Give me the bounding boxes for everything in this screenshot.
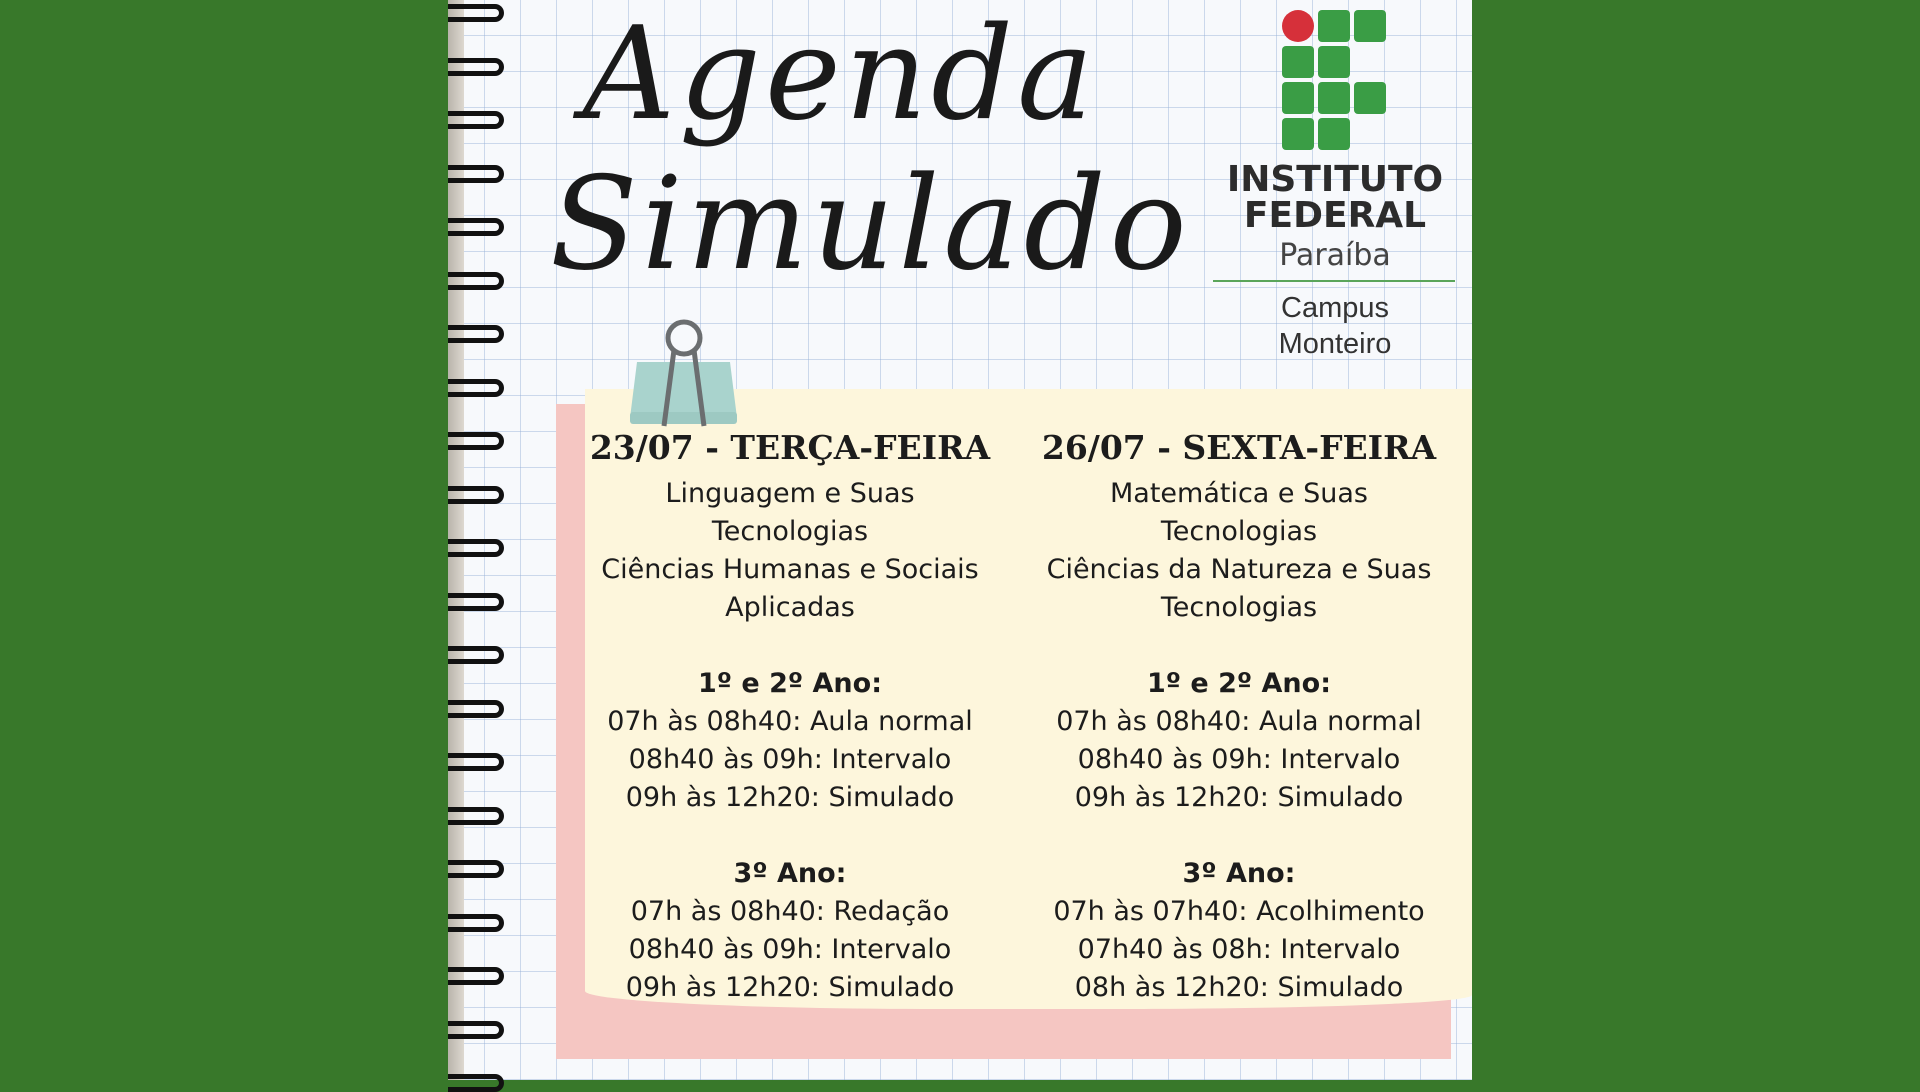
logo-divider: [1213, 280, 1455, 282]
schedule-line: 1º e 2º Ano:: [1146, 668, 1331, 699]
spiral-ring-icon: [448, 593, 504, 611]
schedule-line: 08h40 às 09h: Intervalo: [1077, 744, 1401, 775]
schedule-line: 07h às 07h40: Acolhimento: [1053, 896, 1425, 927]
schedule-line: Tecnologias: [1160, 516, 1318, 547]
logo-square-icon: [1318, 82, 1350, 114]
spiral-ring-icon: [448, 218, 504, 236]
schedule-line: 08h40 às 09h: Intervalo: [628, 934, 952, 965]
logo-line-2: FEDERAL: [1243, 195, 1427, 236]
spacer: [1019, 817, 1459, 855]
spiral-ring-icon: [448, 807, 504, 825]
spiral-ring-icon: [448, 539, 504, 557]
schedule-line: Tecnologias: [711, 516, 869, 547]
title-line-1: Agenda: [582, 0, 1098, 149]
spiral-ring-icon: [448, 1021, 504, 1039]
spiral-ring-icon: [448, 646, 504, 664]
logo-square-icon: [1354, 82, 1386, 114]
schedule-line: 09h às 12h20: Simulado: [625, 972, 955, 1003]
spiral-ring-icon: [448, 486, 504, 504]
agenda-title: [550, 0, 1191, 300]
spiral-ring-icon: [448, 914, 504, 932]
day-header: 23/07 - TERÇA-FEIRA: [589, 428, 991, 467]
spiral-ring-icon: [448, 967, 504, 985]
day-column-tuesday: [570, 425, 1010, 1007]
logo-square-icon: [1282, 82, 1314, 114]
campus-line-1: Campus: [1281, 292, 1389, 324]
spiral-ring-icon: [448, 58, 504, 76]
spiral-ring-icon: [448, 325, 504, 343]
spiral-ring-icon: [448, 272, 504, 290]
schedule-line: 07h às 08h40: Aula normal: [1056, 706, 1422, 737]
schedule-line: 1º e 2º Ano:: [697, 668, 882, 699]
spiral-ring-icon: [448, 700, 504, 718]
logo-square-icon: [1318, 46, 1350, 78]
spiral-ring-icon: [448, 111, 504, 129]
logo-line-1: INSTITUTO: [1226, 159, 1444, 200]
spacer: [570, 627, 1010, 665]
schedule-line: Linguagem e Suas: [665, 478, 915, 509]
logo-state: Paraíba: [1279, 238, 1391, 273]
schedule-line: 08h às 12h20: Simulado: [1074, 972, 1404, 1003]
logo-square-icon: [1282, 118, 1314, 150]
schedule-line: 07h40 às 08h: Intervalo: [1077, 934, 1401, 965]
spiral-ring-icon: [448, 165, 504, 183]
spiral-ring-icon: [448, 4, 504, 22]
day-column-friday: [1019, 425, 1459, 1007]
binder-clip-icon: [627, 318, 740, 428]
campus-line-2: Monteiro: [1278, 328, 1392, 360]
schedule-line: Ciências Humanas e Sociais: [601, 554, 979, 585]
spacer: [570, 817, 1010, 855]
spiral-ring-icon: [448, 379, 504, 397]
spiral-ring-icon: [448, 432, 504, 450]
schedule-line: 09h às 12h20: Simulado: [1074, 782, 1404, 813]
spiral-ring-icon: [448, 753, 504, 771]
schedule-line: 3º Ano:: [733, 858, 847, 889]
logo-campus: [1210, 290, 1460, 362]
schedule-line: Tecnologias: [1160, 592, 1318, 623]
logo-red-circle-icon: [1282, 10, 1314, 42]
schedule-line: 07h às 08h40: Redação: [630, 896, 950, 927]
schedule-line: 3º Ano:: [1182, 858, 1296, 889]
logo-institution: [1210, 159, 1460, 236]
schedule-line: 07h às 08h40: Aula normal: [607, 706, 973, 737]
spacer: [1019, 627, 1459, 665]
schedule-line: Ciências da Natureza e Suas: [1046, 554, 1432, 585]
schedule-line: Aplicadas: [725, 592, 855, 623]
logo-square-icon: [1282, 46, 1314, 78]
spiral-ring-icon: [448, 1074, 504, 1092]
spiral-ring-icon: [448, 860, 504, 878]
title-line-2: Simulado: [550, 150, 1191, 299]
logo-square-icon: [1354, 10, 1386, 42]
logo-square-icon: [1318, 118, 1350, 150]
day-header: 26/07 - SEXTA-FEIRA: [1041, 428, 1437, 467]
schedule-line: Matemática e Suas: [1109, 478, 1368, 509]
schedule-line: 09h às 12h20: Simulado: [625, 782, 955, 813]
logo-square-icon: [1318, 10, 1350, 42]
schedule-line: 08h40 às 09h: Intervalo: [628, 744, 952, 775]
